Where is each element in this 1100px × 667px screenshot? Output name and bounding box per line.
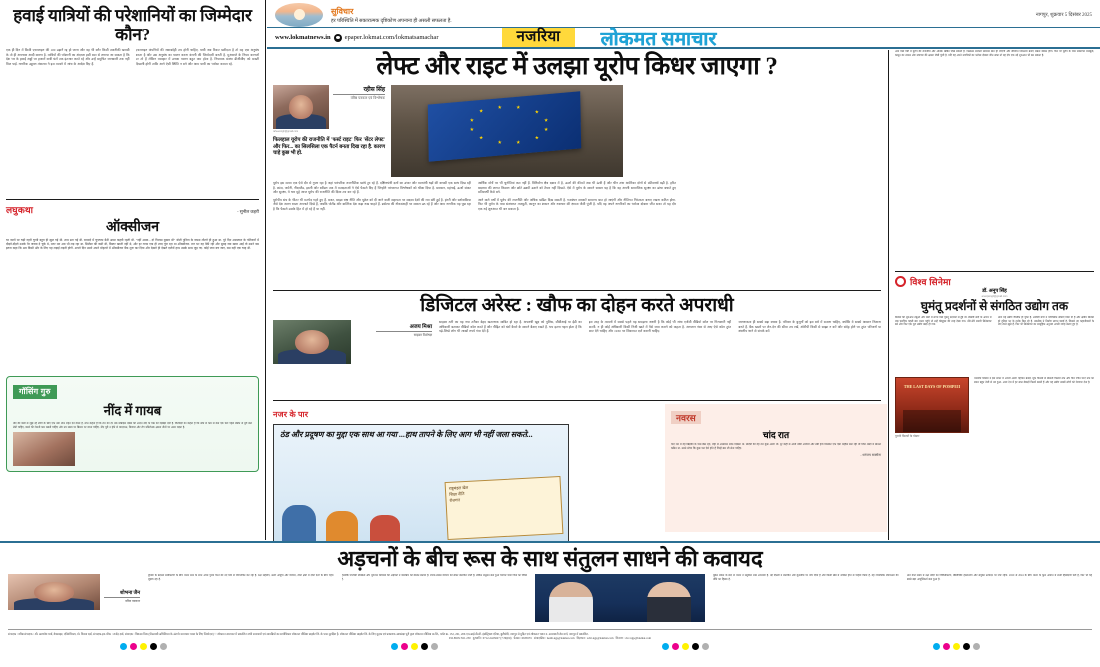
reg-dot bbox=[973, 643, 980, 650]
reg-dot bbox=[963, 643, 970, 650]
lead-paragraph-1: एक ही दिन में किसी एयरलाइन की 100 उड़ानें रद्द हो जाना और वह भी बगैर किसी तकनीकी खराबी के तो ही अपनाया आदी कारण है. यात्रियों की परेशानी का अंदाजा इसी बात से लगाया जा सकता है कि देश भर के हवाई अड्डों पर हजारों यात्री घंटों तक इंतजार करते रहे और उन्हें समुचित जानकारी तक नहीं मिल पाई. नागरिक उड्डयन मंत्रालय ने इस मामले में जांच के आदेश दिए हैं. bbox=[6, 48, 130, 66]
reg-group bbox=[933, 643, 980, 650]
reg-dot bbox=[672, 643, 679, 650]
laghukatha-body: घर वालों पर चढ़ी गहरी चुप्पी बहुत ही खुल गई थी. शाम ढल गई थी. बरामदे में चुपचाप बैठी अम्मा कहती रहती थी. "नहीं अम्मा... दो गिलास बुखार थी" बोली पुनिता के वापस लौटते ही हुआ था. पूरे दिन अस्पताल के गलियारों में दौड़ते-दौड़ते उसके पैर जवाब दे चुके थे, मगर मन अब भी लड़ रहा था. सिलेंडर की कमी थी, बिस्तर खाली नहीं थे, और हर तरफ एक ही शब्द गूंज रहा था ऑक्सीजन. रात भर वह बैठी रही और सुबह जब खबर आई तो उसने बस इतना कहा कि अब किसी और के लिए यह लड़ाई लड़नी होगी. अगले दिन उसने अपने मोहल्ले में ऑक्सीजन बैंक शुरू कर दिया और देखते ही देखते दर्जनों हाथ उसके साथ जुड़ गए. कोई जान बच जाए, बस यही एक चाह थी. bbox=[6, 238, 259, 251]
bottom-col-2: हालांकि पश्चिमी प्रतिबंधों और भुगतान व्यवस्था की अड़चनों ने कारोबार को कठिन बनाया है. रुपया-रूबल व्यापार को लेकर बातचीत जारी है, लेकिन संतुलन बना हुआ व्यापार घाटा चिंता का विषय है. bbox=[341, 574, 527, 581]
cinema-tag: विश्व सिनेमा bbox=[910, 277, 951, 287]
nameplate: लोकमत समाचार bbox=[600, 28, 717, 50]
bottom-author-block bbox=[8, 574, 140, 622]
reg-dot bbox=[662, 643, 669, 650]
lead-body bbox=[6, 48, 259, 196]
eu-flag-photo bbox=[391, 85, 623, 177]
reg-dot bbox=[682, 643, 689, 650]
section-badge: नजरिया bbox=[502, 28, 574, 47]
navras-credit: - धनंजय सक्सेना bbox=[860, 453, 881, 458]
reg-dot bbox=[933, 643, 940, 650]
footer-pobox: P.O.BOX NO. 230 bbox=[449, 636, 471, 641]
sub-author-photo bbox=[273, 320, 351, 364]
cartoon-figure-1 bbox=[282, 505, 316, 541]
gossip-photo bbox=[13, 432, 75, 466]
cinema-lower bbox=[895, 377, 1094, 438]
url-primary[interactable]: www.lokmatnews.in bbox=[275, 34, 331, 41]
main-col-2: यूरोपीय संघ के भीतर भी मतभेद गहरे हुए हैं. बजट, साझा रक्षा नीति और यूक्रेन को दी जाने वाली सहायता पर सदस्य देशों की राय बंटी हुई है. हंगरी और स्लोवाकिया जैसे देश अलग रास्ता अपनाते दिखे हैं, जबकि पोलैंड और बाल्टिक देश कड़ा रुख चाहते हैं. ब्रसेल्स की नौकरशाही पर सवाल उठ रहे हैं और आम नागरिक यह पूछ रहा है कि फैसले उसके हित में हो रहे हैं या नहीं. bbox=[273, 197, 471, 211]
bottom-col-4: आने वाले समय में रक्षा सौदों का विविधीकरण, प्रौद्योगिकी हस्तांतरण और संयुक्त उत्पादन पर जोर रहेगा. 2020 से 2024 के बीच भारत के कुल आयात में रूसी हिस्सेदारी घटी है, फिर भी वह सबसे बड़ा आपूर्तिकर्ता बना हुआ है. bbox=[906, 574, 1092, 581]
reg-dot bbox=[160, 643, 167, 650]
cinema-paragraph-1: सिनेमा की शुरुआत तंबुओं और मेलों में लगने वाले घुमंतू प्रदर्शनों से हुई थी. बीसवीं सदी के आरंभ में जब चलचित्र पहली बार भारत पहुंचे तो उन्हें कौतूहल की तरह देखा गया. धीरे-धीरे स्थायी सिनेमाघर बने और फिर एक पूरा उद्योग खड़ा हो गया. bbox=[895, 316, 992, 327]
placard-line-3: रोजगार bbox=[449, 497, 461, 503]
website-links[interactable] bbox=[275, 34, 438, 42]
placard-line-2: शिक्षा नीति bbox=[449, 491, 465, 497]
gossip-box bbox=[6, 376, 259, 472]
footer-email-advt[interactable]: विज्ञापन : advt.ngp@lokmat.com bbox=[576, 636, 614, 641]
cinema-author: डॉ. अनूप सिंह bbox=[982, 289, 1007, 294]
leader-figure-1 bbox=[549, 582, 593, 622]
cinema-paragraph-2: आज यह उद्योग वैश्विक हो चुका है. ओटीटी मंचों ने भौगोलिक सीमाएं मिटा दी हैं और क्षेत्रीय सिनेमा को दुनिया भर के दर्शक मिल रहे हैं. तकनीक ने निर्माण लागत घटाई है, जिससे नए कहानीकारों के लिए रास्ते खुले हैं. फिर भी सिनेमाघर का सामूहिक अनुभव अपनी जगह बनाए हुए है. bbox=[997, 316, 1094, 327]
bottom-author-photo bbox=[8, 574, 100, 610]
footer bbox=[0, 629, 1100, 667]
author-role: वरिष्ठ पत्रकार एवं विश्लेषक bbox=[350, 96, 385, 100]
reg-dot bbox=[150, 643, 157, 650]
sub-author-name: अजय मिश्रा bbox=[376, 322, 432, 332]
main-col-4: आने वाले वर्षों में यूरोप की राजनीति और अधिक खंडित दिख सकती है. गठबंधन सरकारें सामान्य बात हो जाएंगी और नीतिगत निरंतरता बनाए रखना कठिन होगा. फिर भी यूरोप के पास संस्थागत मजबूती, कानून का शासन और नवाचार की क्षमता जैसी पूंजी है. यदि वह अपने नागरिकों का भरोसा दोबारा जीत सका तो यह दौर एक नई शुरुआत भी बन सकता है. bbox=[478, 197, 676, 211]
laghukatha-author: - सुनील कहरी bbox=[237, 209, 259, 214]
bottom-cols-right bbox=[713, 574, 1092, 622]
sub-author-credit bbox=[273, 365, 369, 368]
sub-headline: डिजिटल अरेस्ट : खौफ का दोहन करते अपराधी bbox=[420, 295, 734, 316]
suvichar-label: सुविचार bbox=[331, 7, 354, 16]
poster-caption: पुरानी फिल्मों के पोस्टर bbox=[895, 434, 920, 438]
bottom-feature bbox=[0, 541, 1100, 629]
eu-stars bbox=[391, 85, 623, 177]
leaders-photo bbox=[535, 574, 705, 622]
main-col-3: आर्थिक मोर्चे पर भी चुनौतियां कम नहीं हैं. विनिर्माण क्षेत्र दबाव में है, ऊर्जा की कीमतें अब भी ऊंची हैं और चीन तथा अमेरिका दोनों से प्रतिस्पर्धा बढ़ी है. हरित बदलाव की लागत किसान और छोटे उद्यमी उठाने को तैयार नहीं दिखते. ऐसे में यूरोप के सामने सवाल यह है कि वह अपनी सामाजिक सुरक्षा का ढांचा बचाते हुए प्रतिस्पर्धी कैसे बने. bbox=[478, 181, 676, 195]
footer-email-circulation[interactable]: वितरण : circ.ngp@lokmat.com bbox=[615, 636, 651, 641]
poster-block bbox=[895, 377, 969, 438]
main-col-1: यूरोप इस समय एक ऐसे दौर से गुजर रहा है जहां पारंपरिक राजनीतिक खांचे टूट रहे हैं. दक्षिणपंथी दलों का उभार और वामपंथी धड़ों की वापसी एक साथ दिख रही है. फ्रांस, जर्मनी, नीदरलैंड, इटली और स्वीडन तक में मतदाताओं ने ऐसे फैसले दिए हैं जिन्होंने परंपरागत विश्लेषकों को चौंका दिया है. प्रवासन, महंगाई, ऊर्जा संकट और सुरक्षा, ये चार मुद्दे आज यूरोप की राजनीति की दिशा तय कर रहे हैं. bbox=[273, 181, 471, 195]
reg-dot bbox=[140, 643, 147, 650]
divider-5 bbox=[8, 629, 1092, 630]
footer-email-editorial[interactable]: संपादकीय : lsedit.ngp@lokmat.com bbox=[533, 636, 575, 641]
cartoon-box bbox=[273, 424, 569, 542]
reg-dot bbox=[692, 643, 699, 650]
divider-1 bbox=[6, 199, 259, 200]
author-block bbox=[273, 85, 385, 177]
movie-poster bbox=[895, 377, 969, 433]
reg-dot bbox=[953, 643, 960, 650]
bottom-author-name: शोभना जैन bbox=[104, 590, 140, 598]
reg-dot bbox=[431, 643, 438, 650]
bottom-col-3: यूक्रेन संकट के बाद से भारत ने संतुलित रुख अपनाया है. नई दिल्ली ने बातचीत और कूटनीति पर जोर दिया है और किसी खेमे में शामिल होने से परहेज किया है. यह रणनीतिक स्वायत्तता की नीति का हिस्सा है. bbox=[713, 574, 899, 581]
bottom-headline: अड़चनों के बीच रूस के साथ संतुलन साधने की कवायद bbox=[337, 546, 763, 571]
standfirst: फिलहाल यूरोप की राजनीति में 'फर्स्ट राइट' फिर 'सेंटर लेफ्ट' और फिर... का सिलसिला एक पैटर्न बनता दिख रहा है. कारण चाहे कुछ भी हो. bbox=[273, 137, 385, 157]
reg-dot bbox=[391, 643, 398, 650]
reg-dot bbox=[411, 643, 418, 650]
reg-group bbox=[391, 643, 438, 650]
author-name: रहीस सिंह bbox=[333, 85, 385, 95]
cartoon-figure-2 bbox=[326, 511, 358, 541]
at-icon bbox=[334, 34, 342, 42]
main-article-top bbox=[273, 85, 881, 177]
reg-dot bbox=[401, 643, 408, 650]
author-email: raheesingh@gmail.com bbox=[273, 130, 299, 133]
cinema-email: anoopsingh@gmail.com bbox=[981, 295, 1008, 298]
cartoon-tag: नजर के पार bbox=[273, 410, 309, 419]
registration-marks bbox=[8, 643, 1092, 650]
reg-group bbox=[120, 643, 167, 650]
laghukatha-body-wrap bbox=[6, 238, 259, 370]
laghukatha-header bbox=[6, 203, 259, 216]
gossip-title: नींद में गायब bbox=[103, 403, 162, 418]
placard-line-1: राष्ट्रमंडल खेल bbox=[448, 484, 469, 491]
footer-imprint: संपादक : वरिष्ठ संपादक : श्री. अश्वमेघ वर्मा, वेबसाइट, एडिटोरियल, मो. विजय दर्डा, संपादक-इन-चीफ : राजेंद्र दर्डा, संपादक : विकास मिश्र (पीआरबी अधिनियम के अंतर्गत समाचार चयन के लिए जिम्मेदार) © लोकमत समाचार में प्रकाशित सभी समाचारों एवं सामग्रियों का सर्वाधिकार लोकमत मीडिया प्राइवेट लि. के पास सुरक्षित है. लोकमत मीडिया प्राइवेट लि. के लिए मुद्रक एवं प्रकाशक आकांक्षा पूरी द्वारा लोकमत मीडिया प्रा.लि., प्लॉट क्र. 152, 201, 206 एम.आई.डी.सी. इंडस्ट्रियल एरिया, बुटीबोरी, नागपुर से मुद्रित एवं लोकमत भवन न. अमरावती रोड मार्ग, नागपुर में प्रकाशित. bbox=[8, 632, 589, 636]
sub-col-3: जागरूकता ही सबसे बड़ा बचाव है. परिवार के बुजुर्गों को इस बारे में बताना चाहिए, क्योंकि वे सबसे आसान निशाना बनते हैं. बैंक खातों पर लेन-देन की सीमा तय रखें, ओटीपी किसी से साझा न करें और संदेह होने पर तुरंत परिजनों या स्थानीय थाने से संपर्क करें. bbox=[738, 320, 881, 334]
masthead-top bbox=[267, 0, 1100, 27]
masthead-bottom bbox=[267, 27, 1100, 49]
laghukatha-tag: लघुकथा bbox=[6, 205, 34, 215]
lead-paragraph-2: एयरलाइन कंपनियों की जवाबदेही तय होनी चाहिए. यात्री जब टिकट खरीदता है तो वह एक अनुबंध करता है और उस अनुबंध का पालन करना कंपनी की जिम्मेदारी बनती है. मुआवजे के नियम कागजों पर तो हैं लेकिन व्यवहार में उनका पालन बहुत कम होता है. नियामक संस्था डीजीसीए को सख्ती दिखानी होगी ताकि आगे ऐसी स्थिति न बने और आम यात्री का भरोसा कायम रहे. bbox=[135, 48, 259, 66]
footer-contact bbox=[8, 636, 1092, 640]
reg-dot bbox=[943, 643, 950, 650]
bottom-grid bbox=[8, 574, 1092, 622]
navras-body: चांद रात में वह खिड़की के पास बैठा रहा, जहां से आसमान साफ दिखता था. सर्दियों की वह रात कुछ अलग थी. दूर कहीं से आती धीमी आवाजें और ठंडी हवा मिलकर एक ऐसा माहौल बना रही थीं जिसे शब्दों में बांधना कठिन था. उसने सोचा कि कुछ पल ऐसे होते हैं जिन्हें बस जी लेना चाहिए. bbox=[671, 443, 881, 450]
main-article-columns bbox=[273, 181, 881, 286]
divider-3 bbox=[273, 400, 881, 401]
reg-dot bbox=[130, 643, 137, 650]
cinema-paragraph-3: भारतीय सिनेमा ने इस सफर में अपनी अलग पहचान बनाई. मूक फिल्मों से बोलती फिल्मों तक और फिर रंगीन परदे तक का सफर बहुत तेजी से तय हुआ. आज देश में हर साल सैकड़ों फिल्में बनती हैं और यह उद्योग लाखों लोगों को रोजगार देता है. bbox=[974, 377, 1094, 384]
cinema-body-top bbox=[895, 316, 1094, 374]
right-rail bbox=[888, 50, 1100, 540]
bottom-col-1: दुनिया के बदलते समीकरणों के बीच भारत रूस के साथ अपने पुराने रिश्ते को नए सिरे से परिभाषित कर रहा है. रक्षा सहयोग, ऊर्जा आपूर्ति और व्यापार, तीनों क्षेत्रों में दोनों देशों के बीच गहरा जुड़ाव रहा है. bbox=[148, 574, 334, 581]
dateline: नागपुर, शुक्रवार 5 दिसंबर 2025 bbox=[1035, 13, 1092, 18]
suvichar-text: हर परिस्थिति में सकारात्मक दृष्टिकोण अपनाना ही असली सफलता है. bbox=[331, 19, 452, 24]
divider-4 bbox=[895, 271, 1094, 272]
reg-dot bbox=[120, 643, 127, 650]
navras-tag: नवरस bbox=[671, 411, 701, 424]
film-reel-icon bbox=[895, 276, 906, 287]
cinema-author-block bbox=[895, 288, 1094, 298]
cartoon-figure-3 bbox=[370, 515, 400, 541]
navras-box bbox=[665, 404, 887, 532]
cartoon-placards bbox=[445, 476, 564, 540]
reg-group bbox=[662, 643, 709, 650]
url-secondary[interactable]: epaper.lokmat.com/lokmatsamachar bbox=[344, 34, 439, 41]
author-photo bbox=[273, 85, 329, 129]
bottom-author-role: वरिष्ठ पत्रकार bbox=[125, 599, 140, 603]
lead-headline: हवाई यात्रियों की परेशानियों का जिम्मेदार कौन? bbox=[13, 6, 252, 44]
bottom-cols-left bbox=[148, 574, 527, 622]
cinema-header bbox=[895, 275, 1094, 288]
leader-figure-2 bbox=[647, 582, 691, 622]
cinema-title: घुमंतू प्रदर्शनों से संगठित उद्योग तक bbox=[920, 299, 1069, 313]
masthead bbox=[267, 0, 1100, 50]
reg-dot bbox=[421, 643, 428, 650]
navras-title: चांद रात bbox=[762, 430, 790, 440]
sub-col-2: इस तरह के मामलों में सबसे पहले यह समझना जरूरी है कि कोई भी जांच एजेंसी वीडियो कॉल पर गिरफ्तारी नहीं करती. न ही कोई अधिकारी किसी निजी खाते में पैसे जमा कराने को कहता है. अनजान नंबर से आए ऐसे कॉल तुरंत काट देने चाहिए और 1930 पर शिकायत दर्ज करानी चाहिए. bbox=[588, 320, 732, 334]
sub-col-1: साइबर ठगी का यह नया तरीका बेहद खतरनाक साबित हो रहा है. अपराधी खुद को पुलिस, सीबीआई या ईडी का अधिकारी बताकर वीडियो कॉल करते हैं और पीड़ित को घंटों कैमरे के सामने बैठाए रखते हैं. भय इतना गहरा होता है कि पढ़े-लिखे लोग भी लाखों रुपये गंवा देते हैं. bbox=[439, 320, 582, 334]
sunrise-icon bbox=[275, 3, 323, 27]
footer-fax: फैक्स : 6636555 bbox=[513, 636, 532, 641]
cartoon-band bbox=[267, 400, 887, 540]
suvichar-block bbox=[331, 6, 1036, 24]
laghukatha-title: ऑक्सीजन bbox=[105, 220, 160, 235]
footer-phone: दूरध्वनि : 0712-2423627 (7 लाइन्स) bbox=[472, 636, 512, 641]
gossip-body: नींद की कमी से जूझ रहे लोगों के लिए एक नया शोध राहत देने वाला है. शोध कहता है कि रात को देर तक मोबाइल देखने की आदत नींद के चक्र को गड़बड़ा देती है. विशेषज्ञों का कहना है कि सोने से कम से कम एक घंटा पहले स्क्रीन से दूरी बना लेनी चाहिए, कमरे की रोशनी कम रखनी चाहिए और तय समय पर बिस्तर पर जाना चाहिए. नींद पूरी न होने से याददाश्त, मिजाज और रोग प्रतिरोधक क्षमता तीनों पर असर पड़ता है. bbox=[13, 422, 252, 429]
poster-title: THE LAST DAYS OF POMPEII bbox=[903, 384, 961, 389]
sub-author-role: साइबर विशेषज्ञ bbox=[413, 333, 432, 337]
right-jump-text: आने वाले वर्षों में यूरोप की राजनीति और अधिक खंडित दिख सकती है. गठबंधन सरकारें सामान्य बात हो जाएंगी और नीतिगत निरंतरता बनाए रखना कठिन होगा. फिर भी यूरोप के पास संस्थागत मजबूती, कानून का शासन और नवाचार की क्षमता जैसी पूंजी है. यदि वह अपने नागरिकों का भरोसा दोबारा जीत सका तो यह दौर एक नई शुरुआत भी बन सकता है. bbox=[895, 50, 1094, 57]
main-headline: लेफ्ट और राइट में उलझा यूरोप किधर जाएगा ? bbox=[376, 53, 778, 80]
reg-dot bbox=[702, 643, 709, 650]
cartoon-bubble-text: ठंड और प्रदूषण का मुद्दा एक साथ आ गया ...हाथ तापने के लिए आग भी नहीं जला सकते... bbox=[280, 430, 533, 439]
left-rail bbox=[0, 0, 266, 540]
gossip-tag: गॉसिंग गुरु bbox=[13, 385, 57, 399]
